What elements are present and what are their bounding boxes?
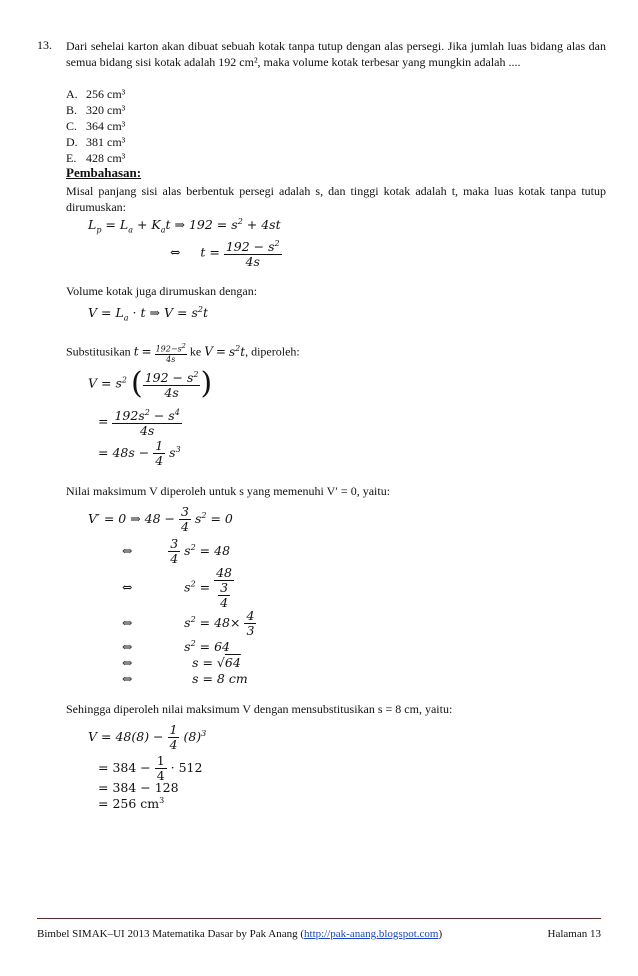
option-b-value: 320 cm³ <box>86 103 126 117</box>
problem-number: 13. <box>37 38 52 52</box>
equation-final-2: = 384 − $\frac{1}{4}$ · 512 <box>98 753 203 783</box>
equation-volume-expand: = $\frac{192s^2 - s^4}{4s}$ <box>98 408 180 439</box>
footer-divider <box>37 918 601 919</box>
equation-volume: $V = L_a \cdot t$ ⇒ $V = s^2t$ <box>88 305 208 323</box>
footer-page-number: Halaman 13 <box>547 928 601 940</box>
option-d: D. <box>66 135 78 149</box>
equation-step-5: ⇔ s = √64 <box>122 655 241 670</box>
option-a-value: 256 cm³ <box>86 87 126 101</box>
solution-paragraph-3: Substitusikan t = $\frac{192-s^2}{4s}$ ke $V = s^2t$, diperoleh: <box>66 342 300 364</box>
option-e-value: 428 cm³ <box>86 151 126 165</box>
equation-derivative: V′ = 0 ⇒ 48 − $\frac{3}{4}$ $s^2 = 0$ <box>88 504 233 534</box>
equation-step-2: ⇔ $s^2$ = $\frac{48}{\frac{3}{4}}$ <box>122 565 233 610</box>
equation-volume-sub: $V = s^2$ ( $\frac{192 - s^2}{4s}$ ) <box>88 366 213 402</box>
equation-step-3: ⇔ $s^2 = 48\times$ $\frac{4}{3}$ <box>122 608 255 638</box>
equation-step-1: ⇔ $\frac{3}{4}$ $s^2 = 48$ <box>122 536 231 566</box>
footer-link[interactable]: http://pak-anang.blogspot.com <box>304 928 439 940</box>
solution-paragraph-5: Sehingga diperoleh nilai maksimum V dengan mensubstitusikan s = 8 cm, yaitu: <box>66 702 453 716</box>
equation-final-4: = 256 $cm^3$ <box>98 796 165 812</box>
solution-paragraph-2: Volume kotak juga dirumuskan dengan: <box>66 284 258 298</box>
solution-paragraph-1: Misal panjang sisi alas berbentuk persegi adalah s, dan tinggi kotak adalah t, maka luas kotak tanpa tutup dirumuskan: <box>66 184 606 214</box>
problem-text: Dari sehelai karton akan dibuat sebuah kotak tanpa tutup dengan alas persegi. Jika jumlah luas bidang alas dan semua bidang sisi kotak adalah 192 cm², maka volume kotak terbesar yang mungkin adalah .... <box>66 39 606 69</box>
equation-final-1: V = 48(8) − $\frac{1}{4}$ $(8)^3$ <box>88 722 207 752</box>
option-e: E. <box>66 151 77 165</box>
equation-surface-area: $L_p = L_a + K_at$ ⇒ $192 = s^2 + 4st$ <box>88 217 281 235</box>
option-c-value: 364 cm³ <box>86 119 126 133</box>
equation-final-3: = 384 − 128 <box>98 780 179 795</box>
equation-volume-simplified: = 48s − $\frac{1}{4}$ $s^3$ <box>98 438 181 468</box>
option-b: B. <box>66 103 78 117</box>
option-c: C. <box>66 119 78 133</box>
equation-step-4: ⇔ $s^2 = 64$ <box>122 639 230 655</box>
equation-step-6: ⇔ s = 8 cm <box>122 671 248 686</box>
footer-credit: Bimbel SIMAK–UI 2013 Matematika Dasar by Pak Anang (http://pak-anang.blogspot.com) <box>37 928 443 940</box>
equation-t: ⇔ t = $\frac{192 - s^2}{4s}$ <box>170 239 280 270</box>
solution-heading: Pembahasan: <box>66 165 142 180</box>
option-a: A. <box>66 87 78 101</box>
solution-paragraph-4: Nilai maksimum V diperoleh untuk s yang memenuhi V′ = 0, yaitu: <box>66 484 391 498</box>
option-d-value: 381 cm³ <box>86 135 126 149</box>
